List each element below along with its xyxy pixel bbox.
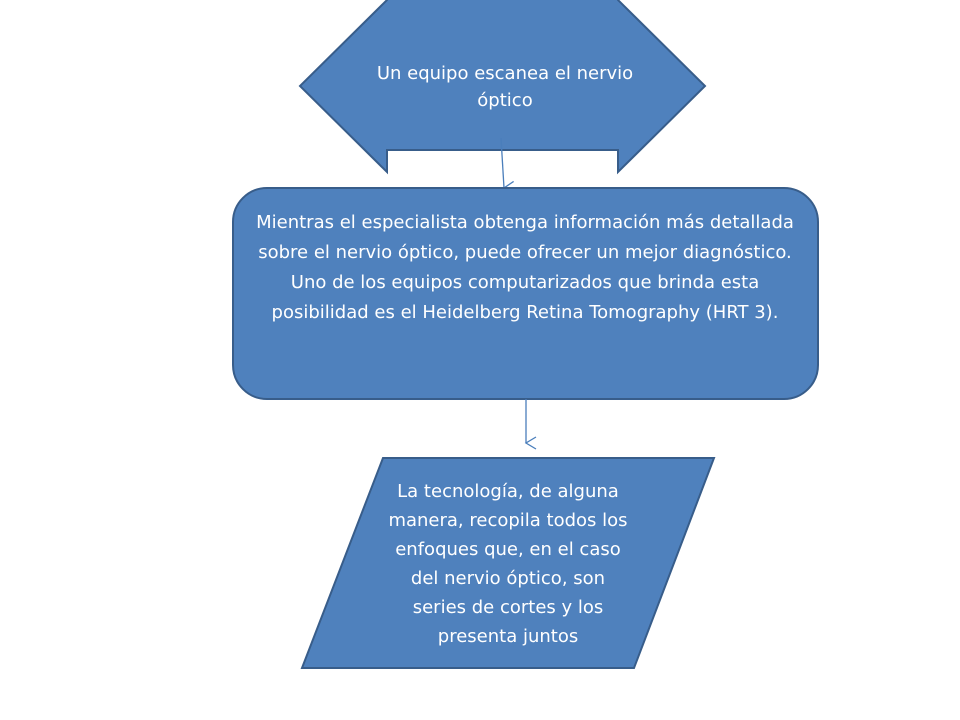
specialist-node-text: Mientras el especialista obtenga información más detallada sobre el nervio óptico, puede ofrecer un mejor diagnóstico. Uno de los equipos computarizados que brinda esta posibilidad es el Heidelberg Retina Tomography (HRT 3).	[256, 212, 794, 323]
scan-node-text: Un equipo escanea el nervio óptico	[376, 63, 634, 111]
technology-node-text: La tecnología, de alguna manera, recopila todos los enfoques que, en el caso del nervio óptico, son series de cortes y los presenta juntos	[388, 481, 628, 647]
